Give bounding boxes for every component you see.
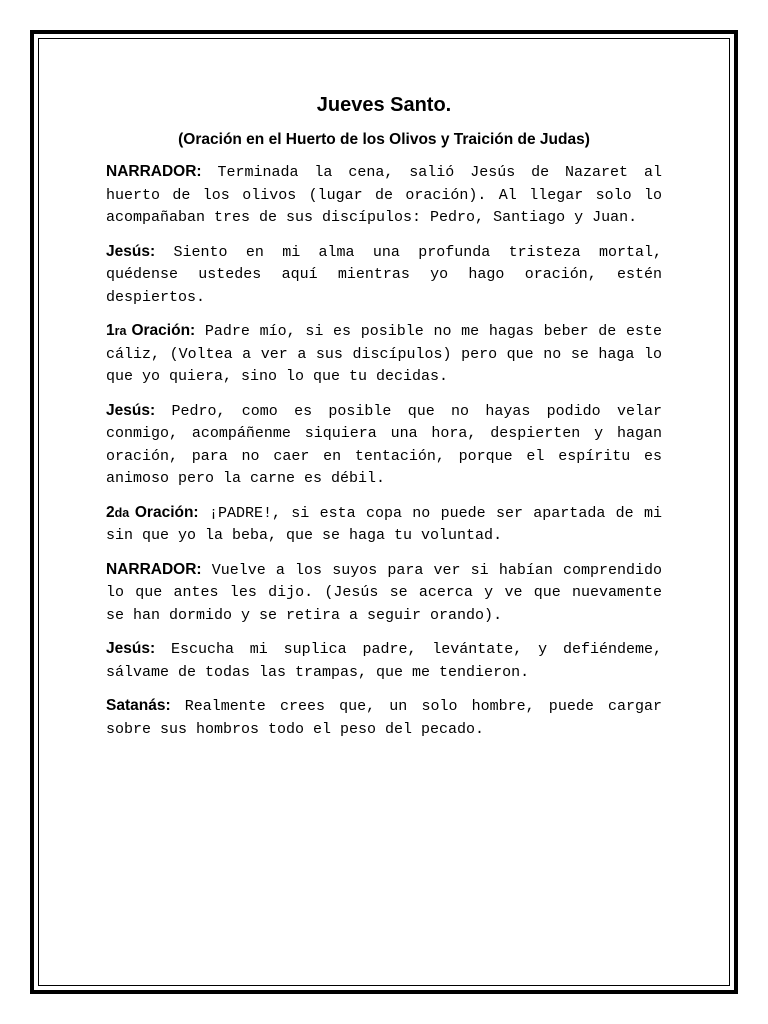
dialogue-text: Realmente crees que, un solo hombre, puede cargar sobre sus hombros todo el peso del pecado.: [106, 698, 662, 738]
speaker-label: Jesús:: [106, 640, 156, 657]
document-subtitle: (Oración en el Huerto de los Olivos y Traición de Judas): [178, 131, 590, 148]
speaker-label: [106, 322, 195, 339]
dialogue-text: Pedro, como es posible que no hayas podido velar conmigo, acompáñenme siquiera una hora, despierten y hagan oración, para no caer en tentación, porque el espíritu es animoso pero la carne es débil.: [106, 402, 662, 487]
dialogue-paragraph: [106, 400, 662, 491]
speaker-ordinal-suffix: da: [114, 505, 130, 520]
dialogue-text: Vuelve a los suyos para ver si habían comprendido lo que antes les dijo. (Jesús se acerca y ve que nuevamente se han dormido y se retira a seguir orando).: [106, 561, 662, 624]
dialogue-paragraph: [106, 241, 662, 310]
dialogue-text: Terminada la cena, salió Jesús de Nazaret al huerto de los olivos (lugar de oración). Al llegar solo lo acompañaban tres de sus discípulos: Pedro, Santiago y Juan.: [106, 164, 662, 226]
speaker-ordinal-suffix: ra: [114, 324, 127, 338]
document-body: [106, 92, 662, 741]
speaker-label: [106, 504, 199, 521]
dialogue-paragraph: [106, 320, 662, 389]
speaker-label-text: Oración:: [131, 322, 196, 339]
document-title: Jueves Santo.: [316, 94, 452, 116]
speaker-ordinal-number: 1: [106, 322, 115, 339]
speaker-label: NARRADOR:: [106, 163, 202, 180]
speaker-label: Jesús:: [106, 242, 156, 260]
dialogue-text: Escucha mi suplica padre, levántate, y defiéndeme, sálvame de todas las trampas, que me tendieron.: [106, 641, 662, 681]
dialogue-paragraph: [106, 559, 662, 628]
dialogue-paragraph: [106, 695, 662, 741]
speaker-label-text: Oración:: [134, 503, 199, 521]
dialogue-paragraph: [106, 161, 662, 230]
speaker-label: Satanás:: [106, 697, 171, 714]
dialogue-paragraph: [106, 638, 662, 684]
dialogue-text: Padre mío, si es posible no me hagas beber de este cáliz, (Voltea a ver a sus discípulos) pero que no se haga lo que yo quiera, sino lo que tu decidas.: [106, 323, 662, 385]
speaker-label: Jesús:: [106, 401, 156, 419]
dialogue-text: ¡PADRE!, si esta copa no puede ser apartada de mi sin que yo la beba, que se haga tu voluntad.: [106, 504, 662, 544]
dialogue-paragraph: [106, 502, 662, 548]
speaker-ordinal-number: 2: [106, 503, 115, 521]
speaker-label: NARRADOR:: [106, 560, 202, 578]
dialogue-text: Siento en mi alma una profunda tristeza mortal, quédense ustedes aquí mientras yo hago oración, estén despiertos.: [106, 243, 662, 306]
